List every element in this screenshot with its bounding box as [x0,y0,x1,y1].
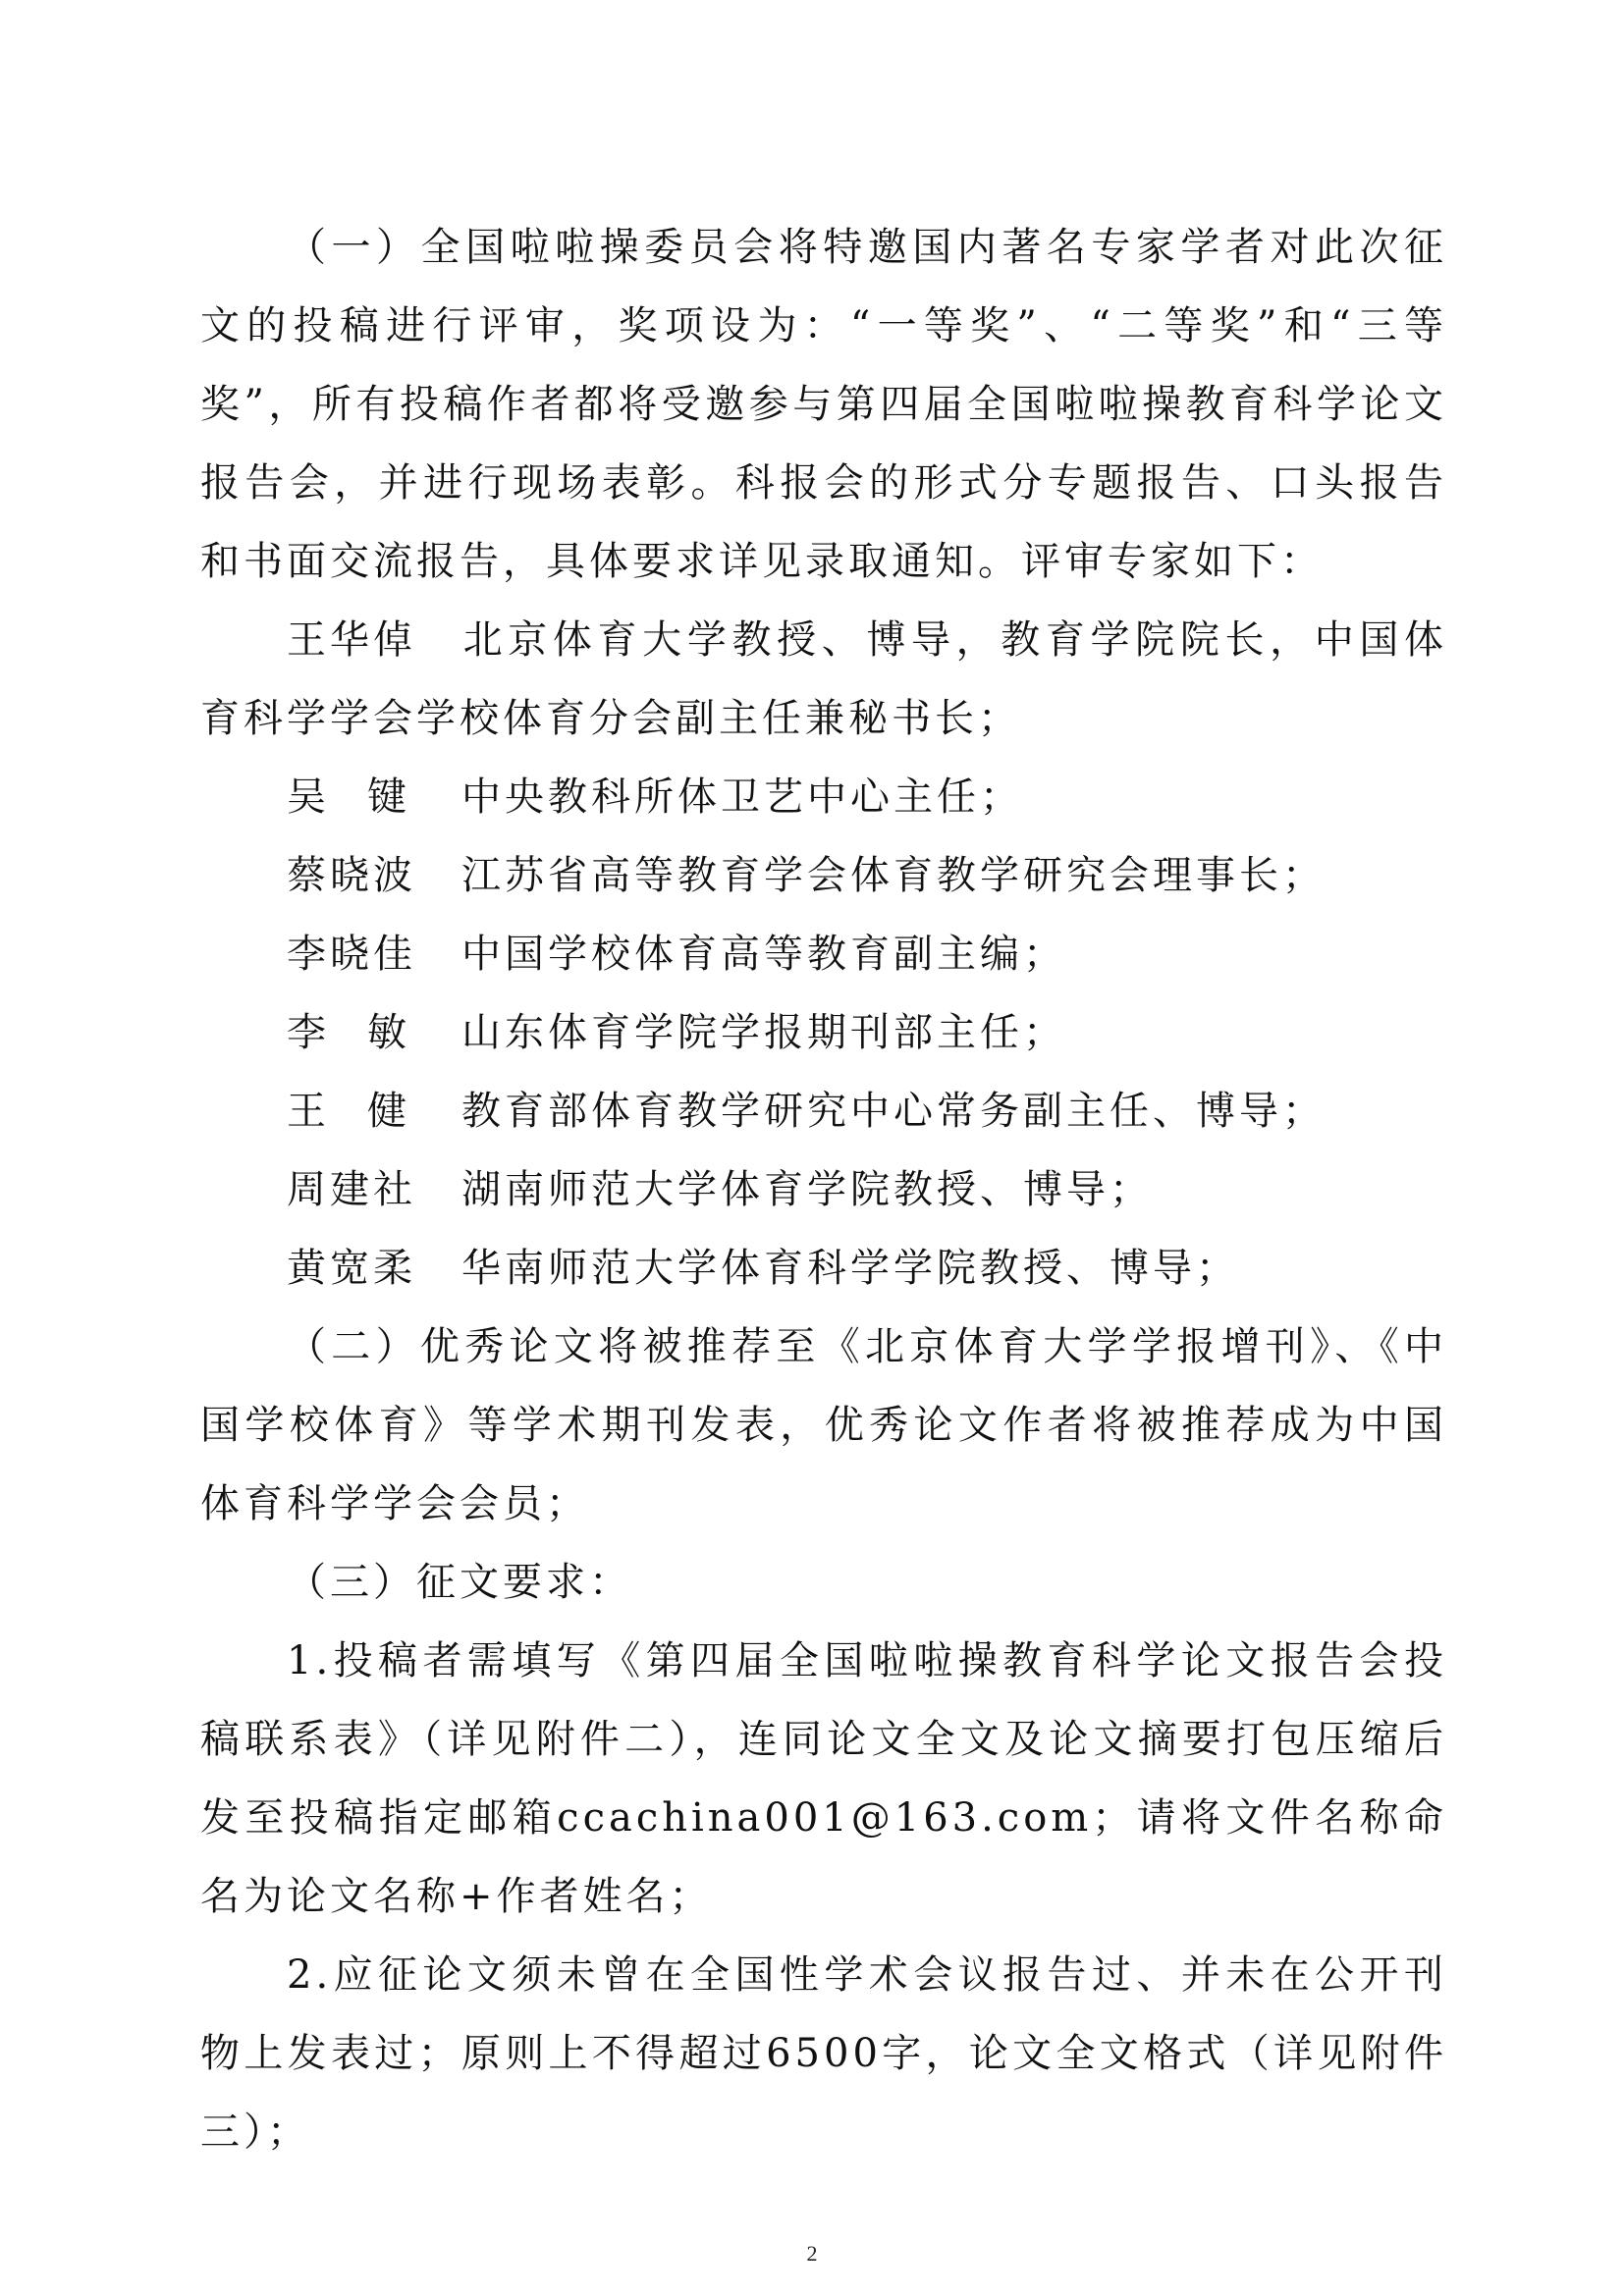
expert-entry [200,758,1447,836]
expert-entry [200,1072,1447,1150]
page-number: 2 [806,2241,818,2266]
expert-title: 华南师范大学体育科学学院教授、博导； [461,1246,1239,1291]
document-body [200,208,1447,2171]
expert-entry [200,1229,1447,1308]
expert-title: 山东体育学院学报期刊部主任； [461,1010,1066,1055]
expert-name: 王华倬 [287,617,416,663]
expert-name: 李晓佳 [287,932,416,977]
expert-entry [200,601,1447,758]
expert-title: 江苏省高等教育学会体育教学研究会理事长； [461,853,1326,898]
paragraph-requirement-1: 1.投稿者需填写《第四届全国啦啦操教育科学论文报告会投稿联系表》（详见附件二），连同论文全文及论文摘要打包压缩后发至投稿指定邮箱ccachina001@163.com；请将文件名称命名为论文名称+作者姓名； [200,1638,1447,1919]
expert-name: 蔡晓波 [287,853,416,898]
expert-title: 北京体育大学教授、博导，教育学院院长，中国体育科学学会学校体育分会副主任兼秘书长； [200,617,1447,741]
expert-title: 中国学校体育高等教育副主编； [461,932,1066,977]
expert-name: 周建社 [287,1167,416,1212]
expert-name: 黄宽柔 [287,1246,416,1291]
expert-entry [200,915,1447,993]
expert-entry [200,993,1447,1072]
expert-name: 吴键 [287,774,448,820]
expert-title: 湖南师范大学体育学院教授、博导； [461,1167,1153,1212]
paragraph-publication: （二）优秀论文将被推荐至《北京体育大学学报增刊》、《中国学校体育》等学术期刊发表，优秀论文作者将被推荐成为中国体育科学学会会员； [200,1324,1447,1526]
paragraph-review: （一）全国啦啦操委员会将特邀国内著名专家学者对此次征文的投稿进行评审，奖项设为：“一等奖”、“二等奖”和“三等奖”，所有投稿作者都将受邀参与第四届全国啦啦操教育科学论文报告会，并进行现场表彰。科报会的形式分专题报告、口头报告和书面交流报告，具体要求详见录取通知。评审专家如下： [200,225,1447,584]
expert-name: 王健 [287,1089,448,1134]
expert-title: 教育部体育教学研究中心常务副主任、博导； [461,1089,1326,1134]
paragraph-requirements-heading: （三）征文要求： [287,1560,632,1605]
expert-name: 李敏 [287,1010,448,1055]
expert-entry [200,1150,1447,1229]
paragraph-requirement-2: 2.应征论文须未曾在全国性学术会议报告过、并未在公开刊物上发表过；原则上不得超过6500字，论文全文格式（详见附件三）； [200,1952,1447,2155]
expert-entry [200,836,1447,915]
expert-title: 中央教科所体卫艺中心主任； [461,774,1023,820]
